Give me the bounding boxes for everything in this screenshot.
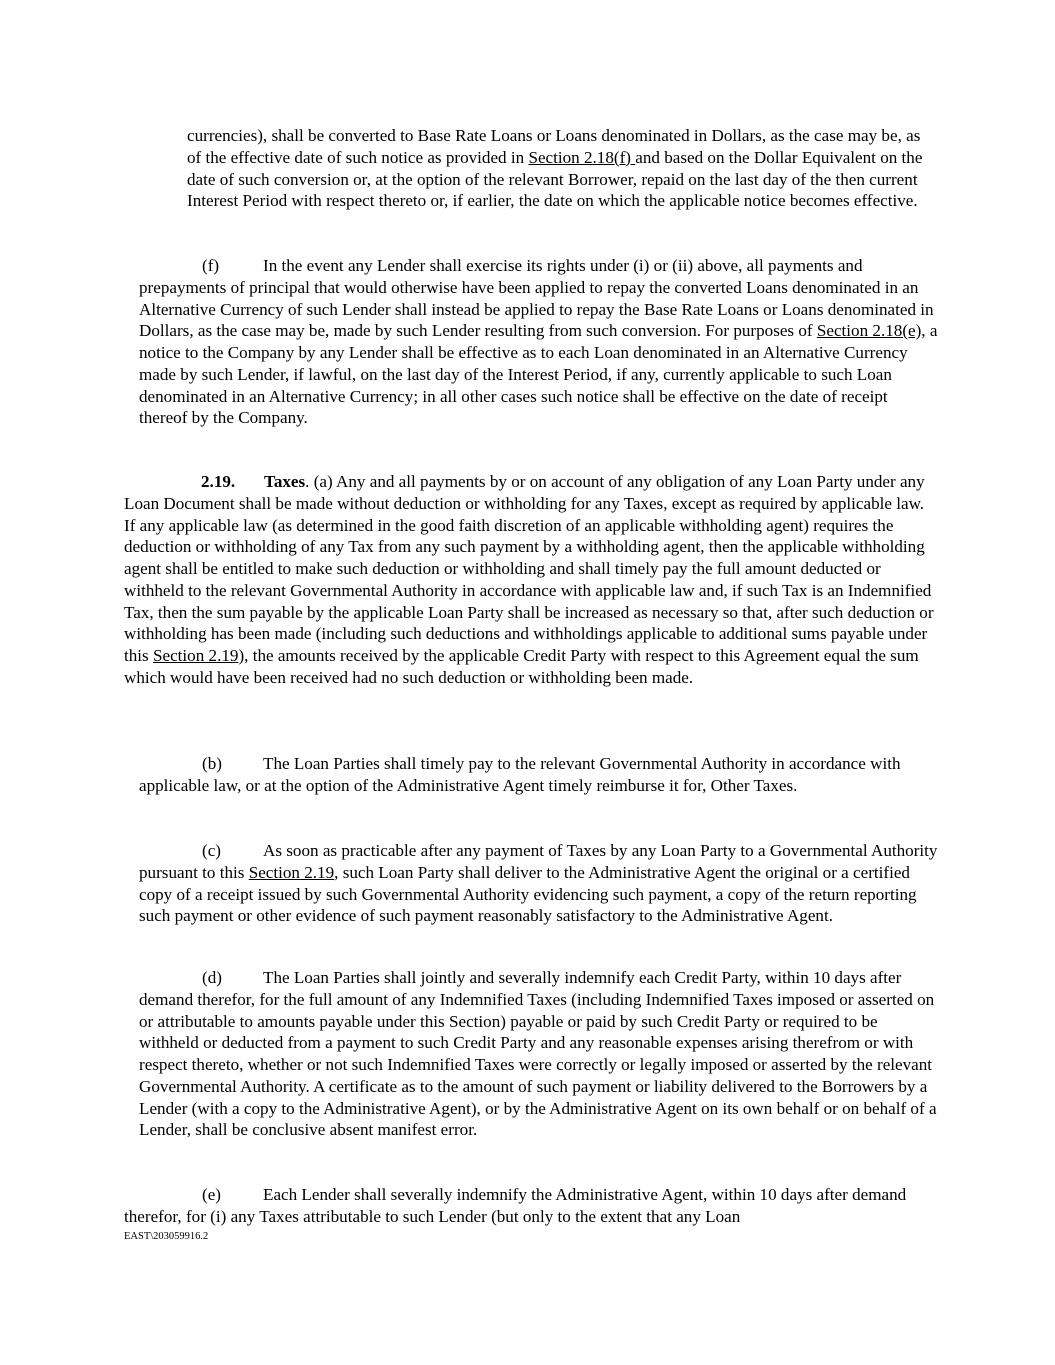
section-2-19 — [124, 471, 939, 689]
section-reference: Section 2.18(e), — [816, 321, 926, 341]
section-number: 2.19. — [201, 472, 236, 491]
paragraph-text: and based on the Dollar Equivalent on the date of such conversion or, at the option of the relevant Borrower, repaid on the last day of the then current Interest Period with respect thereto or, if earlier, the date on which the applicable notice becomes effective. — [187, 147, 923, 211]
paragraph-label: (d) — [202, 968, 222, 987]
paragraph-text: The Loan Parties shall timely pay to the relevant Governmental Authority in accordance with applicable law, or at the option of the Administrative Agent timely reimburse it for, Other Taxes. — [139, 754, 901, 795]
paragraph-text: ), the amounts received by the applicable Credit Party with respect to this Agreement equal the sum which would have been received had no such deduction or withholding been made. — [124, 646, 919, 687]
document-id-footer: EAST\203059916.2 — [124, 1231, 209, 1242]
paragraph-f — [139, 255, 939, 429]
paragraph-text: Each Lender shall severally indemnify the Administrative Agent, within 10 days after demand therefor, for (i) any Taxes attributable to such Lender (but only to the extent that any Loan — [124, 1185, 907, 1226]
section-reference: Section 2.18(f) — [528, 147, 636, 167]
paragraph-continuation — [187, 125, 937, 212]
section-reference: Section 2.19 — [152, 646, 239, 665]
paragraph-text: , such Loan Party shall deliver to the Administrative Agent the original or a certified copy of a receipt issued by such Governmental Authority evidencing such payment, a copy of the return reporting such payment or other evidence of such payment reasonably satisfactory to the Administrative Agent. — [139, 862, 917, 926]
section-title: Taxes — [264, 472, 306, 491]
paragraph-e — [124, 1184, 939, 1228]
paragraph-text: a notice to the Company by any Lender shall be effective as to each Loan denominated in an Alternative Currency made by such Lender, if lawful, on the last day of the Interest Period, if any, currently applicable to such Loan denominated in an Alternative Currency; in all other cases such notice shall be effective on the date of receipt thereof by the Company. — [139, 321, 938, 428]
paragraph-label: (b) — [202, 754, 222, 773]
paragraph-label: (c) — [202, 841, 221, 860]
paragraph-label: (f) — [202, 256, 220, 275]
paragraph-text: As soon as practicable after any payment of Taxes by any Loan Party to a Governmental Authority pursuant to this — [139, 841, 938, 882]
paragraph-text: In the event any Lender shall exercise its rights under (i) or (ii) above, all payments and prepayments of principal that would otherwise have been applied to repay the converted Loans denominated in an Alternative Currency of such Lender shall instead be applied to repay the Base Rate Loans or Loans denominated in Dollars, as the case may be, made by such Lender resulting from such conversion. For purposes of — [139, 256, 934, 341]
paragraph-text: . (a) Any and all payments by or on account of any obligation of any Loan Party under any Loan Document shall be made without deduction or withholding for any Taxes, except as required by applicable law. If any applicable law (as determined in the good faith discretion of an applicable withholding agent) requires the deduction or withholding of any Tax from any such payment by a withholding agent, then the applicable withholding agent shall be entitled to make such deduction or withholding and shall timely pay the full amount deducted or withheld to the relevant Governmental Authority in accordance with applicable law and, if such Tax is an Indemnified Tax, then the sum payable by the applicable Loan Party shall be increased as necessary so that, after such deduction or withholding has been made (including such deductions and withholdings applicable to additional sums payable under this — [124, 472, 934, 665]
paragraph-d — [139, 967, 939, 1141]
paragraph-text: The Loan Parties shall jointly and severally indemnify each Credit Party, within 10 days after demand therefor, for the full amount of any Indemnified Taxes (including Indemnified Taxes imposed or asserted on or attributable to amounts payable under this Section) payable or paid by such Credit Party or required to be withheld or deducted from a payment to such Credit Party and any reasonable expenses arising therefrom or with respect thereto, whether or not such Indemnified Taxes were correctly or legally imposed or asserted by the relevant Governmental Authority. A certificate as to the amount of such payment or liability delivered to the Borrowers by a Lender (with a copy to the Administrative Agent), or by the Administrative Agent on its own behalf or on behalf of a Lender, shall be conclusive absent manifest error. — [139, 968, 937, 1140]
section-reference: Section 2.19 — [248, 862, 335, 882]
paragraph-label: (e) — [202, 1185, 221, 1204]
paragraph-c — [139, 840, 939, 927]
paragraph-text: currencies), shall be converted to Base Rate Loans or Loans denominated in Dollars, as the case may be, as of the effective date of such notice as provided in — [187, 126, 921, 167]
paragraph-b — [139, 753, 939, 797]
